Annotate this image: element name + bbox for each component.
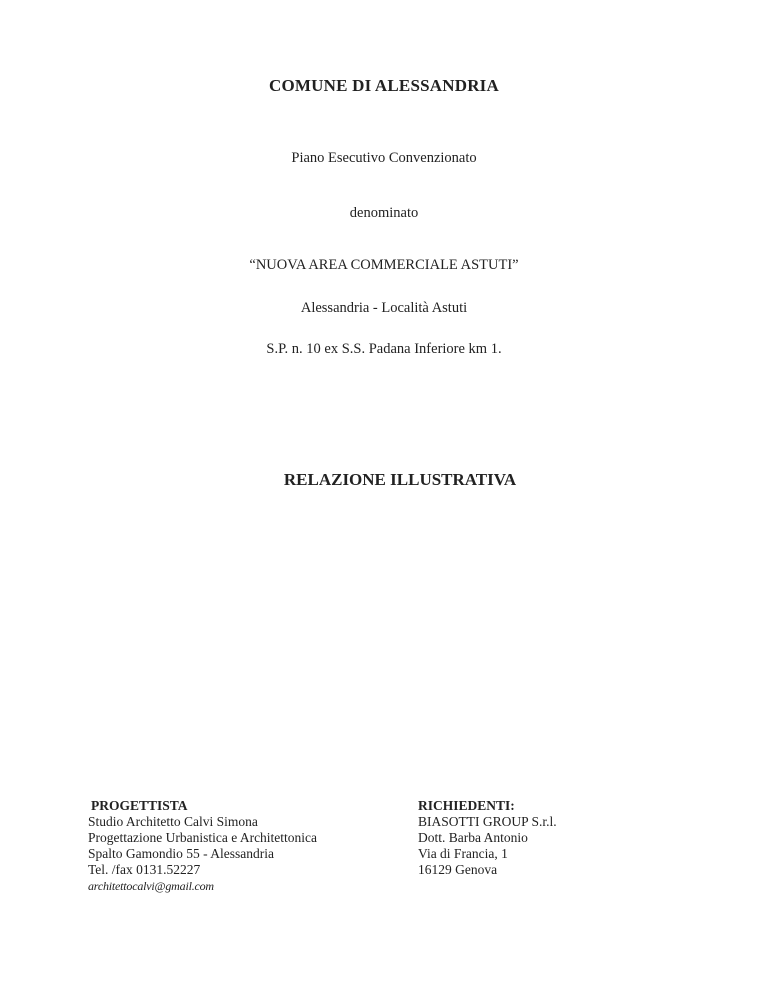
designer-phone: Tel. /fax 0131.52227 [88,862,201,877]
plan-denominato: denominato [349,205,419,221]
designer-specialty: Progettazione Urbanistica e Architettonica [88,830,318,845]
plan-name: “NUOVA AREA COMMERCIALE ASTUTI” [249,257,519,273]
designer-address: Spalto Gamondio 55 - Alessandria [88,846,274,861]
applicant-person: Dott. Barba Antonio [418,830,528,845]
applicant-company: BIASOTTI GROUP S.r.l. [418,814,557,829]
plan-location: Alessandria - Località Astuti [300,300,468,316]
applicant-city: 16129 Genova [418,862,498,877]
designer-studio: Studio Architetto Calvi Simona [88,814,258,829]
plan-road: S.P. n. 10 ex S.S. Padana Inferiore km 1. [266,341,502,357]
designer-email-link[interactable]: architettocalvi@gmail.com [88,879,214,893]
applicants-heading: RICHIEDENTI: [418,798,515,813]
applicant-street: Via di Francia, 1 [418,846,508,861]
designer-block [88,798,317,894]
applicants-block [418,798,557,878]
plan-type: Piano Esecutivo Convenzionato [291,150,477,166]
document-header-title: COMUNE DI ALESSANDRIA [269,76,499,95]
designer-heading: PROGETTISTA [91,798,188,813]
report-title: RELAZIONE ILLUSTRATIVA [283,470,517,489]
